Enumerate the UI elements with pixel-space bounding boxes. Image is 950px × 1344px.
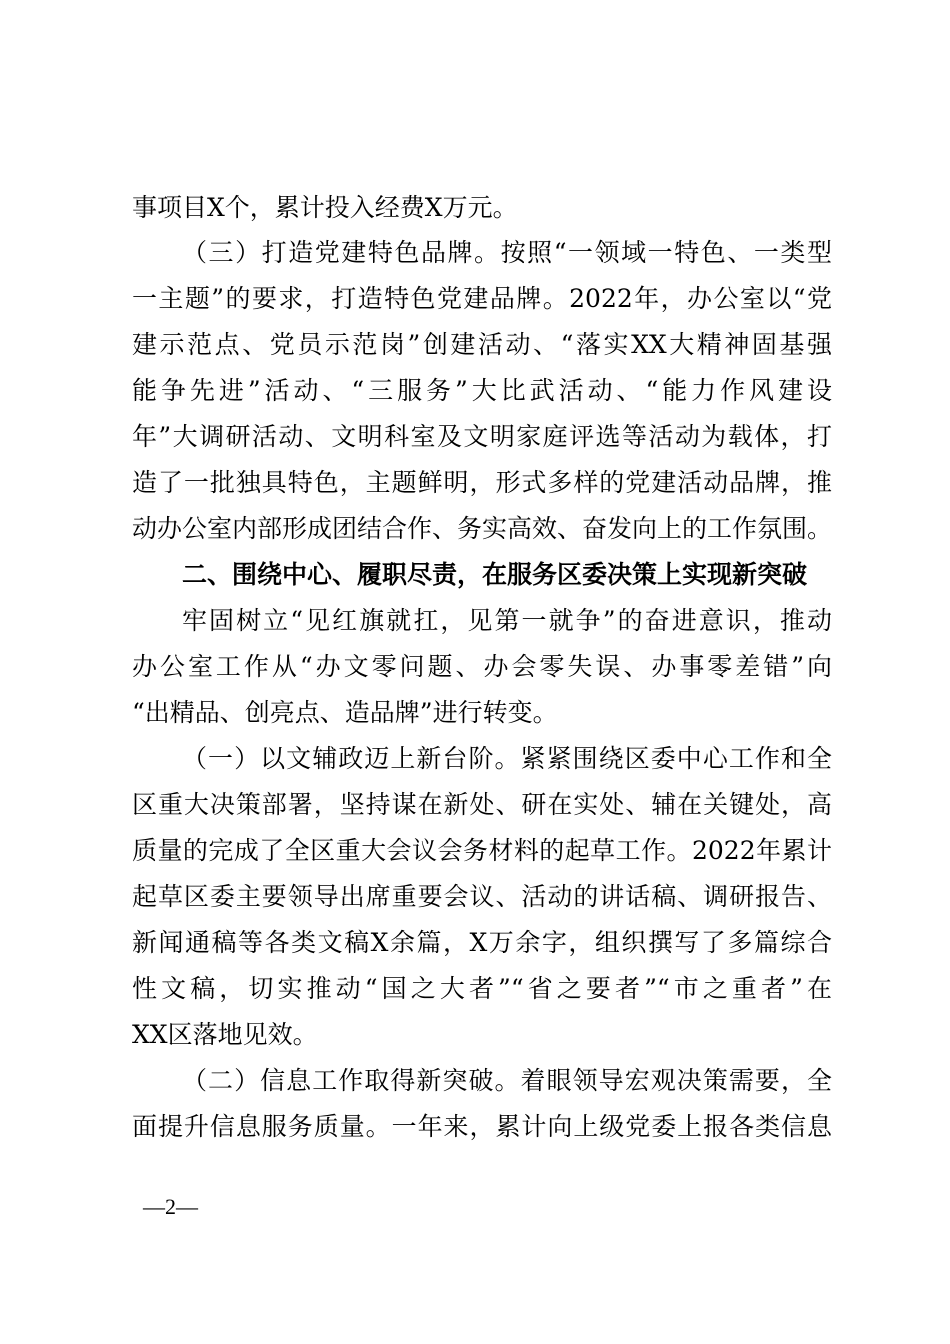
text-line: 一主题”的要求，打造特色党建品牌。2022年，办公室以“党 [132,284,832,313]
text-line: XX区落地见效。 [132,1020,318,1049]
page-number: —2— [143,1194,198,1219]
text-line: 起草区委主要领导出席重要会议、活动的讲话稿、调研报告、 [132,882,832,911]
text-line: 牢固树立“见红旗就扛，见第一就争”的奋进意识，推动 [182,606,832,635]
text-line: 质量的完成了全区重大会议会务材料的起草工作。2022年累计 [132,836,832,865]
text-line: 办公室工作从“办文零问题、办会零失误、办事零差错”向 [132,652,832,681]
text-line: “出精品、创亮点、造品牌”进行转变。 [132,698,558,727]
text-line: 区重大决策部署，坚持谋在新处、研在实处、辅在关键处，高 [132,790,832,819]
text-line: （三）打造党建特色品牌。按照“一领域一特色、一类型 [182,238,832,267]
text-line: 新闻通稿等各类文稿X余篇，X万余字，组织撰写了多篇综合 [132,928,832,957]
text-line: 造了一批独具特色，主题鲜明，形式多样的党建活动品牌，推 [132,468,832,497]
text-line: 动办公室内部形成团结合作、务实高效、奋发向上的工作氛围。 [132,514,833,543]
section-heading: 二、围绕中心、履职尽责，在服务区委决策上实现新突破 [182,560,808,589]
text-line: 能争先进”活动、“三服务”大比武活动、“能力作风建设 [132,376,832,405]
text-line: 性文稿，切实推动“国之大者”“省之要者”“市之重者”在 [132,974,832,1003]
text-line: 事项目X个，累计投入经费X万元。 [132,193,518,222]
text-line: （二）信息工作取得新突破。着眼领导宏观决策需要，全 [182,1066,832,1095]
text-line: （一）以文辅政迈上新台阶。紧紧围绕区委中心工作和全 [182,744,832,773]
text-line: 面提升信息服务质量。一年来，累计向上级党委上报各类信息 [132,1112,832,1141]
text-line: 年”大调研活动、文明科室及文明家庭评选等活动为载体，打 [132,422,832,451]
text-line: 建示范点、党员示范岗”创建活动、“落实XX大精神固基强 [132,330,832,359]
